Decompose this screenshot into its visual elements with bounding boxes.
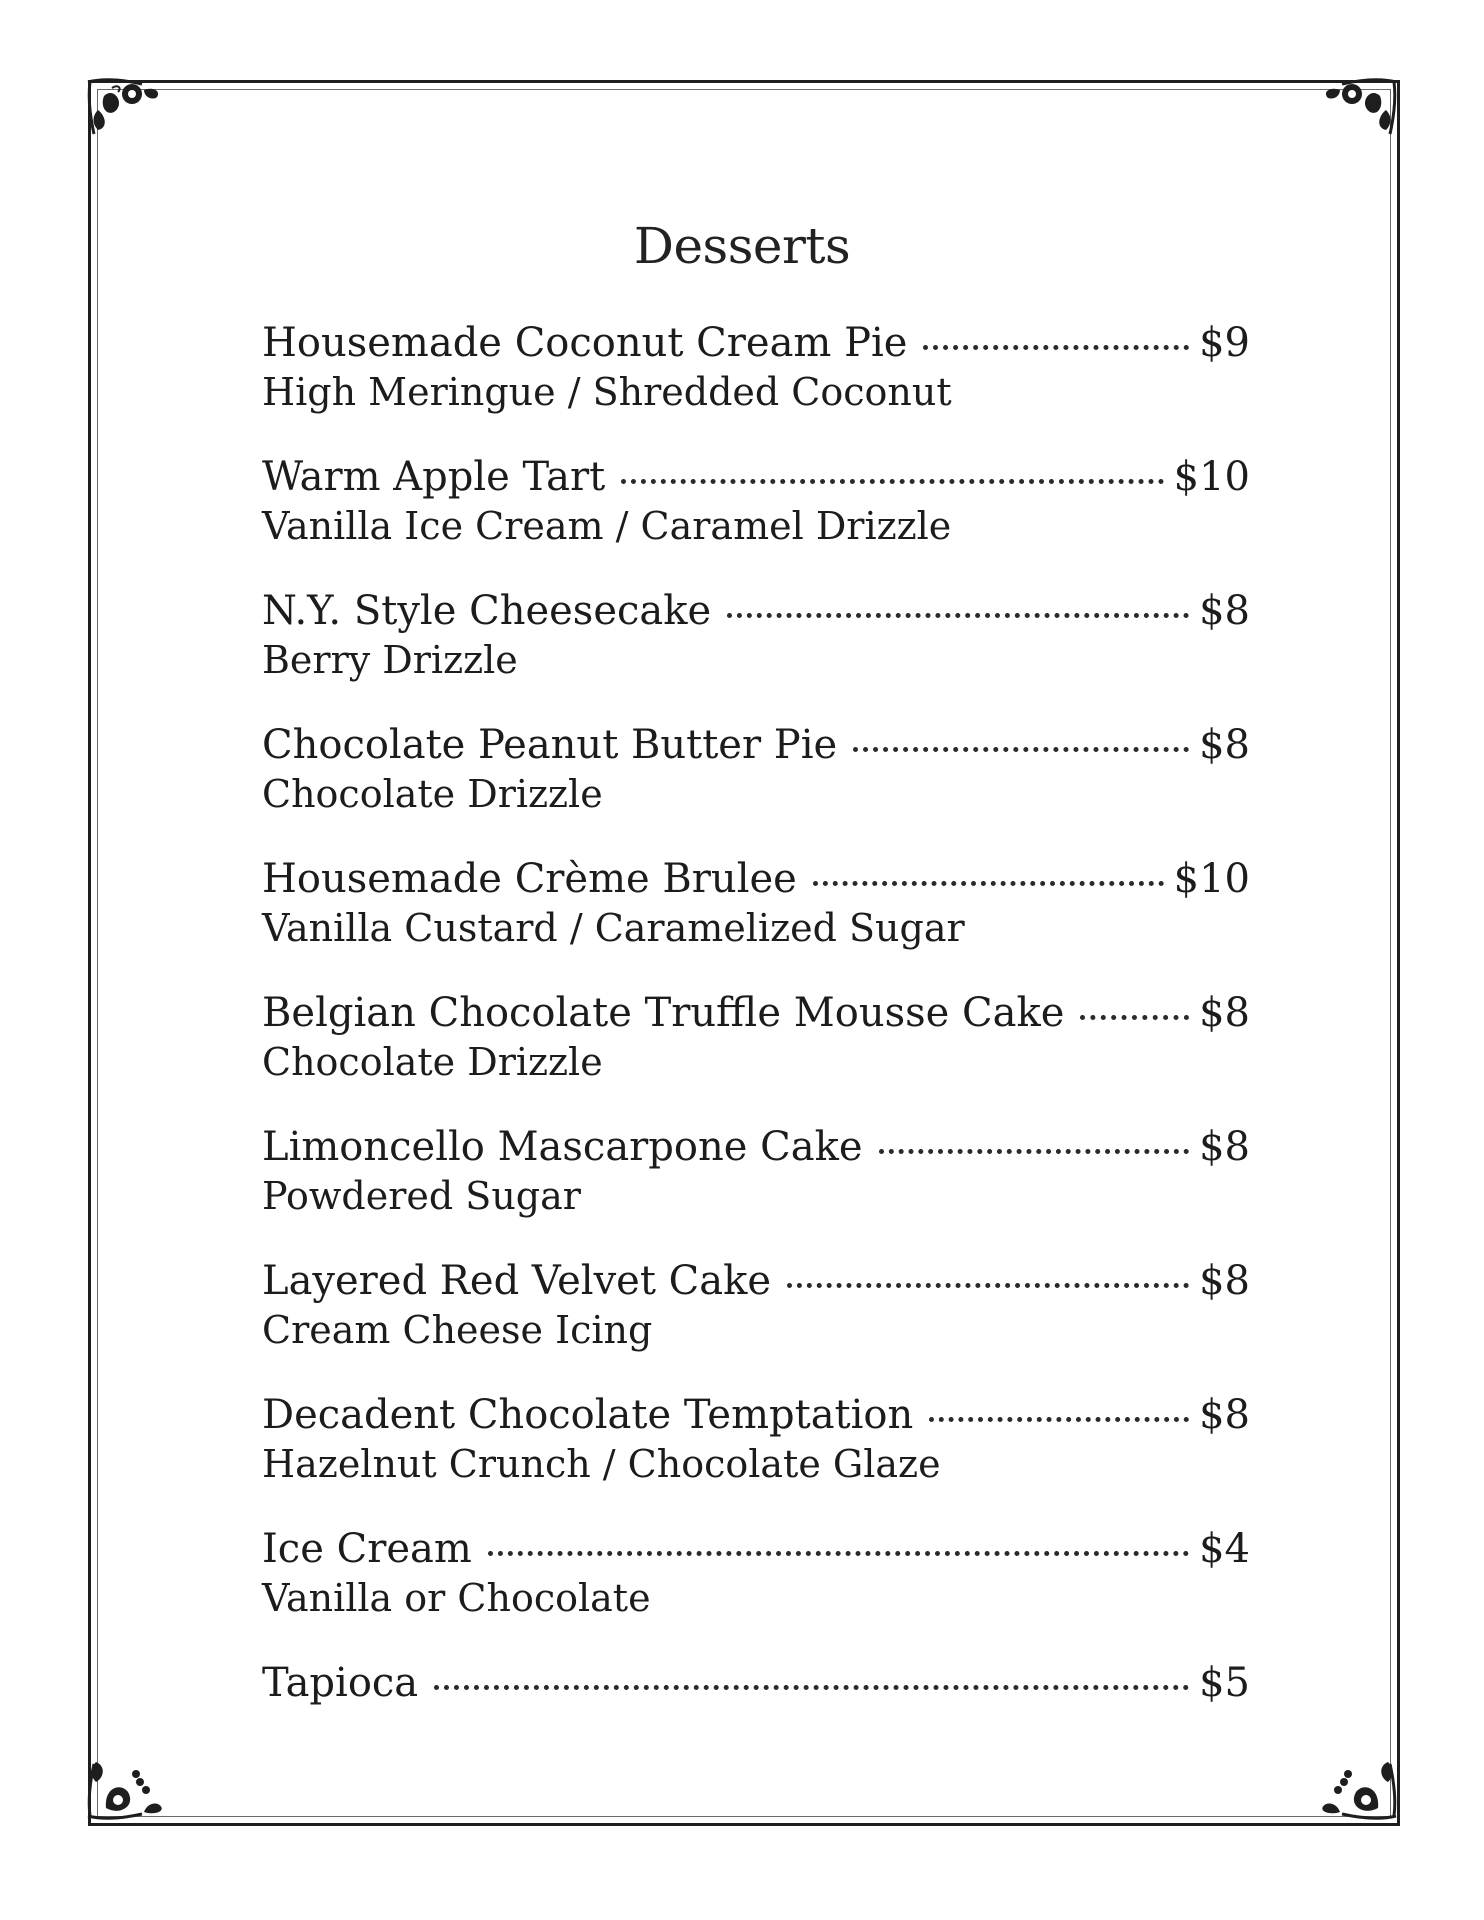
menu-item-name: Limoncello Mascarpone Cake xyxy=(262,1124,863,1170)
menu-item-description: Hazelnut Crunch / Chocolate Glaze xyxy=(262,1442,941,1486)
dot-leader xyxy=(929,1417,1189,1422)
menu-item xyxy=(262,988,1250,1122)
menu-item-price: $4 xyxy=(1199,1526,1250,1572)
dot-leader xyxy=(727,613,1189,618)
menu-item-name: Warm Apple Tart xyxy=(262,454,606,500)
floral-corner-ornament-icon xyxy=(1310,1752,1400,1822)
dot-leader xyxy=(621,479,1163,484)
dot-leader xyxy=(488,1551,1189,1556)
menu-item xyxy=(262,452,1250,586)
menu-item-price: $8 xyxy=(1199,990,1250,1036)
menu-item-description: High Meringue / Shredded Coconut xyxy=(262,370,952,414)
menu-item-description: Chocolate Drizzle xyxy=(262,772,603,816)
menu-item-name: Housemade Crème Brulee xyxy=(262,856,797,902)
menu-item-description: Berry Drizzle xyxy=(262,638,518,682)
menu-item-price: $8 xyxy=(1199,1258,1250,1304)
dot-leader xyxy=(434,1685,1189,1690)
dot-leader xyxy=(853,747,1189,752)
menu-item xyxy=(262,318,1250,452)
menu-item xyxy=(262,720,1250,854)
floral-corner-ornament-icon xyxy=(84,1752,174,1822)
menu-item-name: Layered Red Velvet Cake xyxy=(262,1258,772,1304)
menu-item-description: Vanilla or Chocolate xyxy=(262,1576,651,1620)
dot-leader xyxy=(813,881,1164,886)
floral-corner-ornament-icon xyxy=(1310,76,1400,146)
menu-item-price: $8 xyxy=(1199,1392,1250,1438)
menu-item xyxy=(262,586,1250,720)
menu-item xyxy=(262,1256,1250,1390)
menu-item-description: Cream Cheese Icing xyxy=(262,1308,653,1352)
menu-item-price: $8 xyxy=(1199,1124,1250,1170)
menu-item xyxy=(262,854,1250,988)
menu-item-name: Chocolate Peanut Butter Pie xyxy=(262,722,838,768)
menu-item-name: Housemade Coconut Cream Pie xyxy=(262,320,908,366)
dessert-list xyxy=(262,318,1250,1792)
menu-item-name: N.Y. Style Cheesecake xyxy=(262,588,712,634)
dot-leader xyxy=(923,345,1189,350)
dot-leader xyxy=(787,1283,1189,1288)
menu-item-description: Powdered Sugar xyxy=(262,1174,581,1218)
menu-item-price: $8 xyxy=(1199,588,1250,634)
menu-title: Desserts xyxy=(633,217,851,275)
floral-corner-ornament-icon xyxy=(84,76,174,146)
menu-item-name: Tapioca xyxy=(262,1660,419,1706)
menu-item xyxy=(262,1122,1250,1256)
menu-item xyxy=(262,1658,1250,1792)
menu-item-description: Chocolate Drizzle xyxy=(262,1040,603,1084)
menu-item-name: Decadent Chocolate Temptation xyxy=(262,1392,914,1438)
menu-item-name: Belgian Chocolate Truffle Mousse Cake xyxy=(262,990,1065,1036)
menu-item-price: $9 xyxy=(1199,320,1250,366)
menu-item-price: $10 xyxy=(1173,856,1250,902)
menu-item xyxy=(262,1390,1250,1524)
menu-item-description: Vanilla Custard / Caramelized Sugar xyxy=(262,906,965,950)
menu-item-price: $5 xyxy=(1199,1660,1250,1706)
menu-item xyxy=(262,1524,1250,1658)
dot-leader xyxy=(879,1149,1190,1154)
dot-leader xyxy=(1080,1015,1189,1020)
menu-item-name: Ice Cream xyxy=(262,1526,472,1572)
menu-item-description: Vanilla Ice Cream / Caramel Drizzle xyxy=(262,504,952,548)
menu-item-price: $8 xyxy=(1199,722,1250,768)
menu-item-price: $10 xyxy=(1173,454,1250,500)
